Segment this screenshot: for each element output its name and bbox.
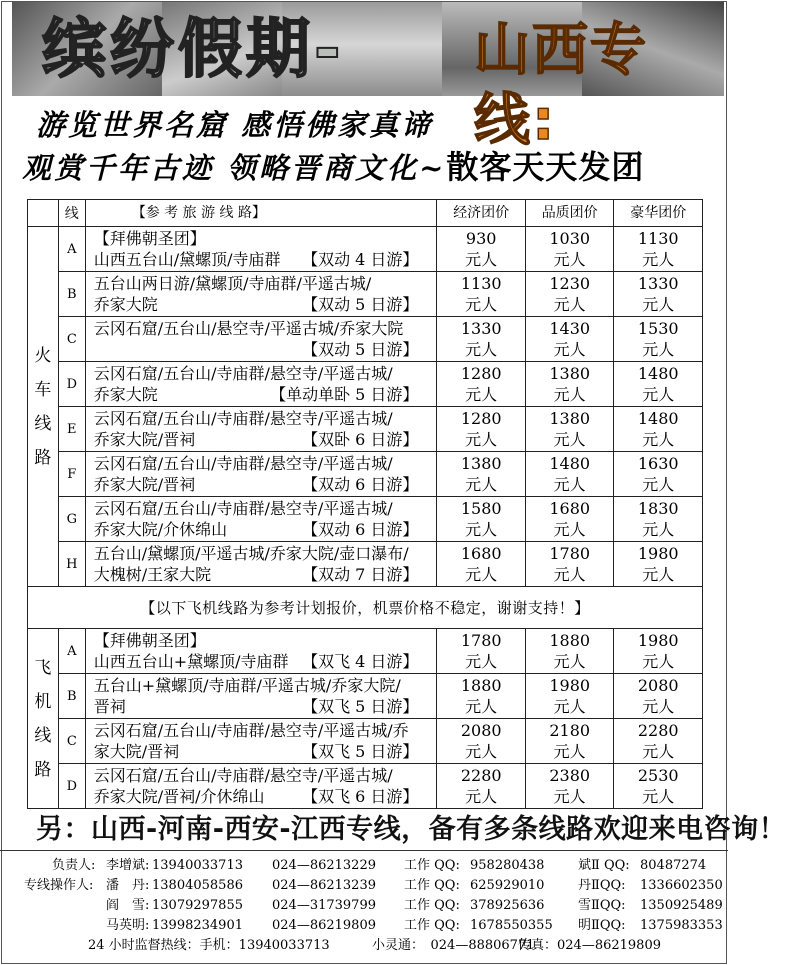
route-code: G	[58, 497, 85, 542]
contact-mobile: 13804058586	[152, 878, 243, 893]
price-value: 1880	[460, 676, 502, 695]
contact-qq-label: 工作 QQ:	[404, 898, 460, 913]
table-header-row	[28, 200, 703, 227]
price-unit: 元人	[465, 520, 498, 539]
route-description	[85, 272, 437, 317]
route-line-2-text: 乔家大院	[93, 385, 158, 404]
route-duration-tag: 【双飞 4 日游】	[302, 652, 419, 671]
price-unit: 元人	[553, 475, 586, 494]
route-line-1: 云冈石窟/五台山/寺庙群/悬空寺/平遥古城/	[93, 409, 393, 428]
contact-tel: 024—31739799	[272, 898, 376, 913]
route-line-2	[94, 474, 437, 495]
section-label-char: 机	[34, 691, 52, 712]
economy-price	[437, 362, 526, 407]
contact-role: 负责人:	[52, 858, 96, 873]
route-line-2-text: 乔家大院/晋祠	[93, 475, 196, 494]
route-line-2	[94, 384, 437, 405]
quality-price	[525, 452, 614, 497]
price-value: 1480	[637, 364, 679, 383]
price-unit: 元人	[553, 385, 586, 404]
price-value: 2080	[637, 676, 679, 695]
luxury-price	[614, 629, 703, 674]
price-unit: 元人	[642, 340, 675, 359]
route-code: B	[58, 674, 85, 719]
contact-name: 马英明:	[106, 918, 150, 933]
slogan-line-1: 游览世界名窟 感悟佛家真谛	[36, 108, 434, 142]
economy-price	[437, 227, 526, 272]
daily-departure-tagline: 散客天天发团	[446, 148, 645, 186]
price-value: 1830	[637, 499, 679, 518]
contact-qq2-label: 雪ⅡQQ:	[578, 898, 626, 913]
price-unit: 元人	[642, 430, 675, 449]
route-duration-tag: 【双动 6 日游】	[302, 520, 419, 539]
route-duration-tag: 【双动 6 日游】	[302, 475, 419, 494]
contact-qq2: 1350925489	[640, 898, 723, 913]
price-value: 1530	[637, 319, 679, 338]
table-row	[28, 542, 703, 587]
route-description	[85, 674, 437, 719]
banner-title-right: 山西专线:	[474, 18, 648, 153]
route-line-1: 云冈石窟/五台山/寺庙群/悬空寺/平遥古城/	[93, 364, 393, 383]
route-duration-tag: 【双飞 6 日游】	[302, 787, 419, 806]
route-line-2-text: 山西五台山/黛螺顶/寺庙群	[93, 250, 281, 269]
route-line-2-text: 家大院/晋祠	[93, 742, 180, 761]
price-value: 1330	[637, 274, 679, 293]
route-line-1: 五台山+黛螺顶/寺庙群/平遥古城/乔家大院/	[93, 676, 401, 695]
price-unit: 元人	[553, 697, 586, 716]
train-routes	[28, 227, 703, 587]
section-label-char: 飞	[34, 657, 52, 678]
luxury-price	[614, 362, 703, 407]
quality-price	[525, 674, 614, 719]
contact-tel: 024—86219809	[272, 918, 376, 933]
contact-qq-label: 工作 QQ:	[404, 918, 460, 933]
quality-price	[525, 764, 614, 809]
extra-lines-notice: 另：山西-河南-西安-江西专线，备有多条线路欢迎来电咨询！	[36, 814, 786, 845]
price-value: 2530	[637, 766, 679, 785]
route-code: F	[58, 452, 85, 497]
contact-qq: 625929010	[470, 878, 545, 893]
economy-price	[437, 674, 526, 719]
route-line-2-text: 大槐树/王家大院	[93, 565, 212, 584]
price-value: 1280	[460, 409, 502, 428]
price-unit: 元人	[642, 520, 675, 539]
route-line-1: 【拜佛朝圣团】	[93, 229, 206, 248]
price-value: 1480	[637, 409, 679, 428]
table-row	[28, 629, 703, 674]
route-line-2	[94, 429, 437, 450]
section-label-char: 路	[34, 447, 52, 468]
price-unit: 元人	[642, 565, 675, 584]
contact-name: 潘 丹:	[106, 878, 150, 893]
quality-price	[525, 407, 614, 452]
price-value: 1880	[549, 631, 591, 650]
contact-qq: 958280438	[470, 858, 545, 873]
price-value: 1380	[549, 364, 591, 383]
price-unit: 元人	[553, 565, 586, 584]
contact-qq: 378925636	[470, 898, 545, 913]
header-economy: 经济团价	[437, 200, 526, 227]
contact-qq-label: 工作 QQ:	[404, 878, 460, 893]
price-unit: 元人	[553, 295, 586, 314]
luxury-price	[614, 719, 703, 764]
table-row	[28, 764, 703, 809]
price-unit: 元人	[553, 520, 586, 539]
economy-price	[437, 452, 526, 497]
table-row	[28, 497, 703, 542]
route-duration-tag: 【双动 5 日游】	[302, 295, 419, 314]
price-value: 1130	[460, 274, 502, 293]
route-code: H	[58, 542, 85, 587]
route-description	[85, 362, 437, 407]
route-description	[85, 542, 437, 587]
price-unit: 元人	[553, 430, 586, 449]
route-description	[85, 452, 437, 497]
route-line-2	[94, 741, 437, 762]
section-label-char: 车	[34, 379, 52, 400]
quality-price	[525, 317, 614, 362]
route-line-2	[94, 564, 437, 585]
contact-qq2-label: 斌Ⅱ QQ:	[578, 858, 630, 873]
plane-note-row	[28, 587, 703, 629]
route-description	[85, 719, 437, 764]
price-value: 1430	[549, 319, 591, 338]
table-row	[28, 719, 703, 764]
price-unit: 元人	[465, 385, 498, 404]
contact-qq2-label: 明ⅡQQ:	[578, 918, 626, 933]
route-code: C	[58, 719, 85, 764]
quality-price	[525, 497, 614, 542]
price-unit: 元人	[553, 742, 586, 761]
contact-qq2: 1336602350	[640, 878, 723, 893]
route-code: A	[58, 227, 85, 272]
route-duration-tag: 【双飞 5 日游】	[302, 697, 419, 716]
table-row	[28, 272, 703, 317]
route-line-2-text: 乔家大院	[93, 295, 158, 314]
route-line-2	[94, 651, 437, 672]
table-row	[28, 362, 703, 407]
route-code: B	[58, 272, 85, 317]
table-row	[28, 674, 703, 719]
price-unit: 元人	[465, 652, 498, 671]
price-unit: 元人	[553, 340, 586, 359]
price-value: 2380	[549, 766, 591, 785]
price-value: 2080	[460, 721, 502, 740]
route-code: D	[58, 362, 85, 407]
route-line-2-text: 乔家大院/晋祠	[93, 430, 196, 449]
quality-price	[525, 272, 614, 317]
section-label-char: 线	[34, 413, 52, 434]
route-duration-tag: 【双动 4 日游】	[302, 250, 419, 269]
price-value: 1980	[549, 676, 591, 695]
price-unit: 元人	[642, 697, 675, 716]
route-description	[85, 497, 437, 542]
section-label-char: 线	[34, 725, 52, 746]
route-line-2	[94, 294, 437, 315]
price-unit: 元人	[642, 295, 675, 314]
quality-price	[525, 542, 614, 587]
table-row	[28, 407, 703, 452]
route-line-1: 五台山/黛螺顶/平遥古城/乔家大院/壶口瀑布/	[93, 544, 409, 563]
economy-price	[437, 764, 526, 809]
price-value: 1230	[549, 274, 591, 293]
route-description	[85, 227, 437, 272]
route-line-1: 【拜佛朝圣团】	[93, 631, 206, 650]
price-unit: 元人	[642, 385, 675, 404]
price-value: 1630	[637, 454, 679, 473]
quality-price	[525, 629, 614, 674]
price-value: 2280	[637, 721, 679, 740]
route-description	[85, 407, 437, 452]
route-line-2	[94, 519, 437, 540]
route-code: C	[58, 317, 85, 362]
luxury-price	[614, 317, 703, 362]
luxury-price	[614, 227, 703, 272]
route-line-2	[94, 696, 437, 717]
route-duration-tag: 【单动单卧 5 日游】	[270, 385, 419, 404]
price-value: 1980	[637, 631, 679, 650]
hotline-label: 24 小时监督热线：手机：13940033713	[88, 938, 330, 953]
contact-name: 李增斌:	[106, 858, 150, 873]
route-line-2-text: 乔家大院/介休绵山	[93, 520, 228, 539]
price-value: 1480	[549, 454, 591, 473]
price-unit: 元人	[642, 475, 675, 494]
price-unit: 元人	[465, 250, 498, 269]
price-unit: 元人	[465, 430, 498, 449]
price-value: 1130	[637, 229, 679, 248]
route-code: A	[58, 629, 85, 674]
route-line-2-text: 乔家大院/晋祠/介休绵山	[93, 787, 265, 806]
table-row	[28, 452, 703, 497]
route-line-2	[94, 786, 437, 807]
contact-qq2: 80487274	[640, 858, 707, 873]
price-value: 1780	[460, 631, 502, 650]
price-value: 1380	[460, 454, 502, 473]
luxury-price	[614, 674, 703, 719]
economy-price	[437, 317, 526, 362]
price-value: 1680	[549, 499, 591, 518]
price-unit: 元人	[642, 250, 675, 269]
quality-price	[525, 227, 614, 272]
route-line-2-text: 山西五台山+黛螺顶/寺庙群	[93, 652, 289, 671]
price-unit: 元人	[642, 787, 675, 806]
price-value: 1380	[549, 409, 591, 428]
banner-title-left: 缤纷假期-	[42, 13, 345, 87]
price-value: 1280	[460, 364, 502, 383]
contact-qq: 1678550355	[470, 918, 553, 933]
slogan-line-2: 观赏千年古迹 领略晋商文化~散客天天发团	[22, 148, 645, 186]
route-line-1: 云冈石窟/五台山/寺庙群/悬空寺/平遥古城/	[93, 454, 393, 473]
route-duration-tag: 【双动 7 日游】	[302, 565, 419, 584]
table-row	[28, 227, 703, 272]
price-unit: 元人	[465, 565, 498, 584]
contact-tel: 024—86213239	[272, 878, 376, 893]
price-unit: 元人	[465, 742, 498, 761]
header-quality: 品质团价	[525, 200, 614, 227]
luxury-price	[614, 407, 703, 452]
contact-name: 阎 雪:	[106, 898, 150, 913]
price-value: 1980	[637, 544, 679, 563]
price-unit: 元人	[465, 787, 498, 806]
route-line-1: 云冈石窟/五台山/寺庙群/悬空寺/平遥古城/	[93, 499, 393, 518]
route-line-1: 云冈石窟/五台山/寺庙群/悬空寺/平遥古城/乔	[93, 721, 409, 740]
route-description	[85, 317, 437, 362]
note-section	[28, 587, 703, 629]
quality-price	[525, 719, 614, 764]
economy-price	[437, 629, 526, 674]
price-value: 1780	[549, 544, 591, 563]
luxury-price	[614, 764, 703, 809]
economy-price	[437, 272, 526, 317]
price-value: 2180	[549, 721, 591, 740]
price-value: 930	[465, 229, 497, 248]
contact-role: 专线操作人:	[24, 878, 94, 893]
contact-mobile: 13940033713	[152, 858, 243, 873]
route-description	[85, 764, 437, 809]
contact-tel: 024—86213229	[272, 858, 376, 873]
header-blank	[28, 200, 59, 227]
hotline-xlt: 小灵通： 024—88806771	[372, 938, 535, 953]
route-duration-tag: 【双动 5 日游】	[302, 340, 419, 359]
price-unit: 元人	[465, 340, 498, 359]
price-value: 1580	[460, 499, 502, 518]
luxury-price	[614, 542, 703, 587]
route-code: E	[58, 407, 85, 452]
footer-divider	[0, 850, 728, 851]
plane-routes	[28, 629, 703, 809]
price-value: 2280	[460, 766, 502, 785]
hotline-fax: 传真：024—86219809	[518, 938, 661, 953]
price-unit: 元人	[553, 787, 586, 806]
header-route: 【参 考 旅 游 线 路】	[85, 200, 437, 227]
route-code: D	[58, 764, 85, 809]
header-code: 线	[58, 200, 85, 227]
price-unit: 元人	[465, 295, 498, 314]
price-value: 1680	[460, 544, 502, 563]
economy-price	[437, 407, 526, 452]
economy-price	[437, 542, 526, 587]
contact-qq2: 1375983353	[640, 918, 723, 933]
route-duration-tag: 【双卧 6 日游】	[302, 430, 419, 449]
contact-qq-label: 工作 QQ:	[404, 858, 460, 873]
price-unit: 元人	[553, 250, 586, 269]
contact-mobile: 13079297855	[152, 898, 243, 913]
train_routes-section-label	[28, 227, 59, 587]
route-line-1: 云冈石窟/五台山/悬空寺/平遥古城/乔家大院	[93, 319, 404, 338]
luxury-price	[614, 272, 703, 317]
price-unit: 元人	[465, 475, 498, 494]
economy-price	[437, 497, 526, 542]
contact-qq2-label: 丹ⅡQQ:	[578, 878, 626, 893]
luxury-price	[614, 497, 703, 542]
price-value: 1030	[549, 229, 591, 248]
contact-mobile: 13998234901	[152, 918, 243, 933]
route-line-2-text: 晋祠	[93, 697, 126, 716]
quality-price	[525, 362, 614, 407]
price-unit: 元人	[642, 652, 675, 671]
route-line-2	[94, 249, 437, 270]
price-unit: 元人	[642, 742, 675, 761]
price-unit: 元人	[465, 697, 498, 716]
route-description	[85, 629, 437, 674]
route-duration-tag: 【双飞 5 日游】	[302, 742, 419, 761]
economy-price	[437, 719, 526, 764]
route-line-1: 云冈石窟/五台山/寺庙群/悬空寺/平遥古城/	[93, 766, 393, 785]
price-value: 1330	[460, 319, 502, 338]
plane_routes-section-label	[28, 629, 59, 809]
plane-price-note: 【以下飞机线路为参考计划报价，机票价格不稳定，谢谢支持！】	[28, 587, 703, 629]
header-luxury: 豪华团价	[614, 200, 703, 227]
table-row	[28, 317, 703, 362]
price-unit: 元人	[553, 652, 586, 671]
section-label-char: 火	[34, 345, 52, 366]
luxury-price	[614, 452, 703, 497]
section-label-char: 路	[34, 759, 52, 780]
route-line-1: 五台山两日游/黛螺顶/寺庙群/平遥古城/	[93, 274, 372, 293]
route-price-table	[27, 199, 703, 809]
